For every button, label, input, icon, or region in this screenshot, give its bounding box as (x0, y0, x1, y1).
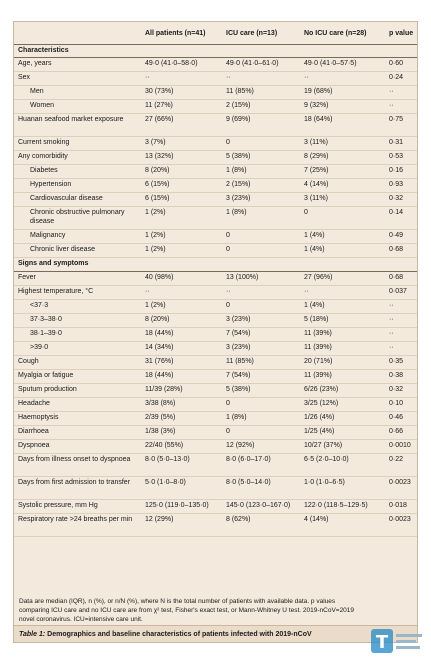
all-patients-value: 6 (15%) (141, 193, 222, 207)
no-icu-care-value: 27 (96%) (300, 271, 385, 285)
no-icu-care-value: ·· (300, 285, 385, 299)
icu-care-value: 145·0 (123·0–167·0) (222, 499, 300, 513)
icu-care-value: 7 (54%) (222, 369, 300, 383)
no-icu-care-value: 18 (64%) (300, 114, 385, 137)
no-icu-care-value: 3 (11%) (300, 193, 385, 207)
p-value: 0·31 (385, 137, 418, 151)
all-patients-value: 12 (29%) (141, 513, 222, 536)
icu-care-value: 8 (62%) (222, 513, 300, 536)
row-label: Any comorbidity (14, 151, 141, 165)
header-p-value: p value (385, 22, 418, 44)
p-value: 0·0023 (385, 513, 418, 536)
icu-care-value: 7 (54%) (222, 327, 300, 341)
all-patients-value: 30 (73%) (141, 86, 222, 100)
section-title: Signs and symptoms (14, 258, 418, 272)
p-value: 0·35 (385, 355, 418, 369)
header-all-patients: All patients (n=41) (141, 22, 222, 44)
icu-care-value: ·· (222, 285, 300, 299)
table-row (14, 425, 418, 439)
p-value: 0·037 (385, 285, 418, 299)
no-icu-care-value: 3/25 (12%) (300, 397, 385, 411)
no-icu-care-value: 1/25 (4%) (300, 425, 385, 439)
row-label: Chronic obstructive pulmonary disease (14, 207, 141, 230)
footnote-line: comparing ICU care and no ICU care are from χ² test, Fisher's exact test, or Mann-Whitney U test. 2019-nCoV=2019 (19, 607, 355, 614)
icu-care-value: 0 (222, 425, 300, 439)
all-patients-value: 3/38 (8%) (141, 397, 222, 411)
p-value: ·· (385, 86, 418, 100)
all-patients-value: ·· (141, 72, 222, 86)
table-row (14, 179, 418, 193)
row-label: Haemoptysis (14, 411, 141, 425)
p-value: 0·32 (385, 193, 418, 207)
all-patients-value: 27 (66%) (141, 114, 222, 137)
section-header-row (14, 258, 418, 272)
icu-care-value: 0 (222, 230, 300, 244)
row-label: Fever (14, 271, 141, 285)
row-label: Respiratory rate >24 breaths per min (14, 513, 141, 536)
table-row (14, 499, 418, 513)
row-label: Cardiovascular disease (14, 193, 141, 207)
icu-care-value: 11 (85%) (222, 86, 300, 100)
no-icu-care-value: 9 (32%) (300, 100, 385, 114)
no-icu-care-value: 6/26 (23%) (300, 383, 385, 397)
table-row (14, 165, 418, 179)
all-patients-value: 22/40 (55%) (141, 439, 222, 453)
table-row (14, 244, 418, 258)
p-value: 0·53 (385, 151, 418, 165)
table-row (14, 513, 418, 536)
table-body (14, 44, 418, 536)
row-label: Men (14, 86, 141, 100)
table-row (14, 327, 418, 341)
table-row (14, 151, 418, 165)
p-value: 0·14 (385, 207, 418, 230)
table-row (14, 137, 418, 151)
row-label: <37·3 (14, 299, 141, 313)
table-row (14, 86, 418, 100)
watermark-logo-text: T (375, 632, 389, 653)
no-icu-care-value: 11 (39%) (300, 341, 385, 355)
row-label: Days from illness onset to dyspnoea (14, 453, 141, 476)
p-value: ·· (385, 299, 418, 313)
all-patients-value: 1 (2%) (141, 244, 222, 258)
all-patients-value: ·· (141, 285, 222, 299)
p-value: 0·38 (385, 369, 418, 383)
p-value: 0·0010 (385, 439, 418, 453)
row-label: Diabetes (14, 165, 141, 179)
all-patients-value: 13 (32%) (141, 151, 222, 165)
row-label: Women (14, 100, 141, 114)
icu-care-value: ·· (222, 72, 300, 86)
icu-care-value: 12 (92%) (222, 439, 300, 453)
all-patients-value: 8 (20%) (141, 165, 222, 179)
row-label: Chronic liver disease (14, 244, 141, 258)
all-patients-value: 8·0 (5·0–13·0) (141, 453, 222, 476)
row-label: >39·0 (14, 341, 141, 355)
no-icu-care-value: 0 (300, 207, 385, 230)
all-patients-value: 2/39 (5%) (141, 411, 222, 425)
table-card (13, 21, 418, 643)
p-value: 0·018 (385, 499, 418, 513)
row-label: Sputum production (14, 383, 141, 397)
p-value: ·· (385, 341, 418, 355)
no-icu-care-value: 49·0 (41·0–57·5) (300, 58, 385, 72)
table-row (14, 193, 418, 207)
caption-label: Table 1: (19, 631, 46, 638)
all-patients-value: 18 (44%) (141, 369, 222, 383)
all-patients-value: 125·0 (119·0–135·0) (141, 499, 222, 513)
icu-care-value: 0 (222, 299, 300, 313)
no-icu-care-value: 19 (68%) (300, 86, 385, 100)
table-row (14, 439, 418, 453)
icu-care-value: 9 (69%) (222, 114, 300, 137)
p-value: ·· (385, 313, 418, 327)
table-row (14, 411, 418, 425)
section-header-row (14, 44, 418, 58)
no-icu-care-value: 1/26 (4%) (300, 411, 385, 425)
no-icu-care-value: 20 (71%) (300, 355, 385, 369)
all-patients-value: 1/38 (3%) (141, 425, 222, 439)
p-value: ·· (385, 100, 418, 114)
row-label: Myalgia or fatigue (14, 369, 141, 383)
watermark-logo-icon (370, 626, 426, 656)
no-icu-care-value: 122·0 (118·5–129·5) (300, 499, 385, 513)
icu-care-value: 3 (23%) (222, 313, 300, 327)
table-row (14, 230, 418, 244)
no-icu-care-value: 1 (4%) (300, 244, 385, 258)
no-icu-care-value: 10/27 (37%) (300, 439, 385, 453)
no-icu-care-value: 1 (4%) (300, 230, 385, 244)
table-row (14, 476, 418, 499)
icu-care-value: 1 (8%) (222, 207, 300, 230)
p-value: 0·93 (385, 179, 418, 193)
no-icu-care-value: 4 (14%) (300, 179, 385, 193)
table-row (14, 397, 418, 411)
table-header (14, 22, 418, 44)
row-label: Current smoking (14, 137, 141, 151)
p-value: 0·0023 (385, 476, 418, 499)
all-patients-value: 14 (34%) (141, 341, 222, 355)
p-value: 0·32 (385, 383, 418, 397)
header-icu-care: ICU care (n=13) (222, 22, 300, 44)
icu-care-value: 0 (222, 244, 300, 258)
caption-text: Demographics and baseline characteristics of patients infected with 2019-nCoV (45, 631, 312, 638)
icu-care-value: 5 (38%) (222, 383, 300, 397)
no-icu-care-value: 1·0 (1·0–6·5) (300, 476, 385, 499)
table-row (14, 383, 418, 397)
row-label: Headache (14, 397, 141, 411)
p-value: 0·46 (385, 411, 418, 425)
icu-care-value: 3 (23%) (222, 341, 300, 355)
row-label: Cough (14, 355, 141, 369)
icu-care-value: 0 (222, 137, 300, 151)
icu-care-value: 49·0 (41·0–61·0) (222, 58, 300, 72)
table-row (14, 453, 418, 476)
all-patients-value: 40 (98%) (141, 271, 222, 285)
footnote-line: Data are median (IQR), n (%), or n/N (%), where N is the total number of patients with available data. p values (19, 598, 336, 605)
no-icu-care-value: 7 (25%) (300, 165, 385, 179)
row-label: Dyspnoea (14, 439, 141, 453)
table-caption (14, 625, 417, 643)
row-label: Diarrhoea (14, 425, 141, 439)
header-no-icu-care: No ICU care (n=28) (300, 22, 385, 44)
row-label: Systolic pressure, mm Hg (14, 499, 141, 513)
all-patients-value: 5·0 (1·0–8·0) (141, 476, 222, 499)
p-value: 0·68 (385, 271, 418, 285)
p-value: 0·24 (385, 72, 418, 86)
table-row (14, 313, 418, 327)
all-patients-value: 6 (15%) (141, 179, 222, 193)
table-row (14, 72, 418, 86)
p-value: 0·68 (385, 244, 418, 258)
icu-care-value: 2 (15%) (222, 100, 300, 114)
all-patients-value: 31 (76%) (141, 355, 222, 369)
p-value: 0·66 (385, 425, 418, 439)
footnote-line: novel coronavirus. ICU=intensive care unit. (19, 616, 143, 623)
icu-care-value: 0 (222, 397, 300, 411)
row-label: Age, years (14, 58, 141, 72)
all-patients-value: 1 (2%) (141, 299, 222, 313)
p-value: 0·10 (385, 397, 418, 411)
icu-care-value: 8·0 (6·0–17·0) (222, 453, 300, 476)
no-icu-care-value: 1 (4%) (300, 299, 385, 313)
all-patients-value: 3 (7%) (141, 137, 222, 151)
row-label: Huanan seafood market exposure (14, 114, 141, 137)
table-row (14, 271, 418, 285)
icu-care-value: 11 (85%) (222, 355, 300, 369)
row-label: Sex (14, 72, 141, 86)
icu-care-value: 8·0 (5·0–14·0) (222, 476, 300, 499)
no-icu-care-value: 11 (39%) (300, 369, 385, 383)
no-icu-care-value: 3 (11%) (300, 137, 385, 151)
icu-care-value: 1 (8%) (222, 165, 300, 179)
p-value: 0·22 (385, 453, 418, 476)
icu-care-value: 13 (100%) (222, 271, 300, 285)
table-footnote (19, 597, 409, 624)
icu-care-value: 2 (15%) (222, 179, 300, 193)
row-label: 37·3–38·0 (14, 313, 141, 327)
table-row (14, 100, 418, 114)
section-title: Characteristics (14, 44, 418, 58)
table-row (14, 114, 418, 137)
row-label: 38·1–39·0 (14, 327, 141, 341)
all-patients-value: 1 (2%) (141, 230, 222, 244)
all-patients-value: 8 (20%) (141, 313, 222, 327)
all-patients-value: 11 (27%) (141, 100, 222, 114)
table-row (14, 341, 418, 355)
p-value: ·· (385, 327, 418, 341)
table-row (14, 369, 418, 383)
all-patients-value: 49·0 (41·0–58·0) (141, 58, 222, 72)
header-label-column (14, 22, 141, 44)
no-icu-care-value: 8 (29%) (300, 151, 385, 165)
icu-care-value: 5 (38%) (222, 151, 300, 165)
no-icu-care-value: 6·5 (2·0–10·0) (300, 453, 385, 476)
table-row (14, 207, 418, 230)
row-label: Malignancy (14, 230, 141, 244)
all-patients-value: 1 (2%) (141, 207, 222, 230)
row-label: Days from first admission to transfer (14, 476, 141, 499)
table-row (14, 355, 418, 369)
table-row (14, 58, 418, 72)
no-icu-care-value: 11 (39%) (300, 327, 385, 341)
all-patients-value: 18 (44%) (141, 327, 222, 341)
no-icu-care-value: 5 (18%) (300, 313, 385, 327)
icu-care-value: 3 (23%) (222, 193, 300, 207)
baseline-characteristics-table (14, 22, 418, 537)
icu-care-value: 1 (8%) (222, 411, 300, 425)
p-value: 0·75 (385, 114, 418, 137)
no-icu-care-value: 4 (14%) (300, 513, 385, 536)
p-value: 0·16 (385, 165, 418, 179)
table-row (14, 285, 418, 299)
p-value: 0·49 (385, 230, 418, 244)
table-row (14, 299, 418, 313)
no-icu-care-value: ·· (300, 72, 385, 86)
row-label: Hypertension (14, 179, 141, 193)
p-value: 0·60 (385, 58, 418, 72)
row-label: Highest temperature, °C (14, 285, 141, 299)
table-header-row (14, 22, 418, 44)
all-patients-value: 11/39 (28%) (141, 383, 222, 397)
